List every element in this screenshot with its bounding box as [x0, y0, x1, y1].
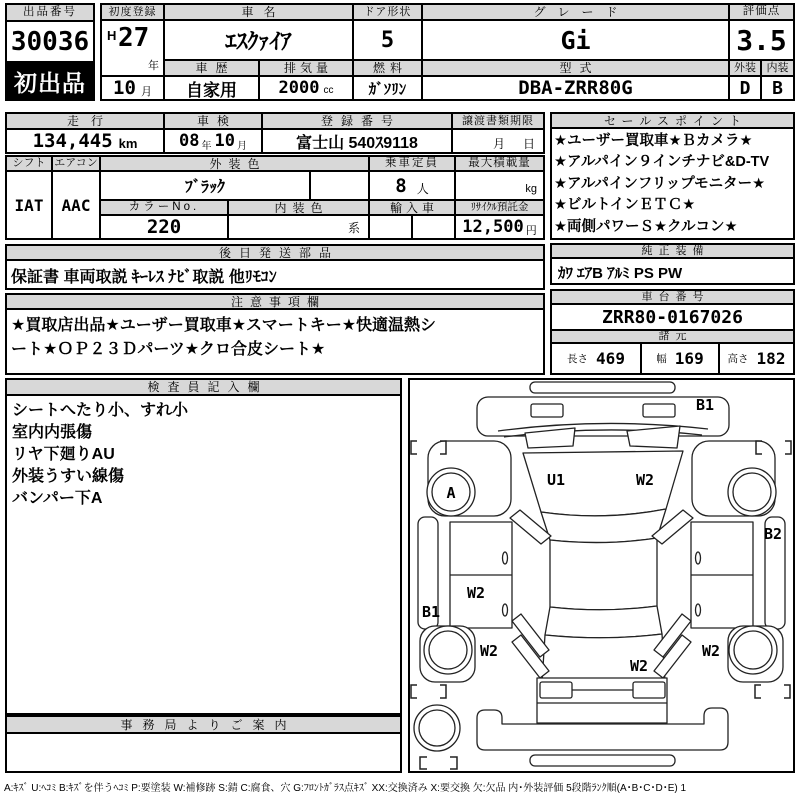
import-cell-b — [413, 216, 456, 238]
first-reg-header: 初度登録 — [102, 5, 165, 21]
bracket-mark — [411, 685, 417, 698]
inspector-box — [5, 378, 402, 715]
length-value: 469 — [596, 349, 625, 368]
damage-code-label: W2 — [635, 471, 655, 489]
payload-unit: kg — [525, 183, 537, 195]
displacement-cell — [260, 77, 354, 99]
grade-header: グレード — [423, 5, 730, 21]
bracket-mark — [785, 441, 791, 454]
displacement-unit: cc — [323, 85, 334, 96]
lot-box — [5, 3, 95, 101]
grade-value: Gi — [423, 21, 730, 61]
transfer-cell — [453, 130, 543, 152]
payload-cell — [456, 172, 543, 201]
shipped-parts-header: 後日発送部品 — [7, 246, 543, 261]
width-cell — [642, 344, 720, 373]
model-value: DBA-ZRR80G — [423, 77, 730, 99]
inspection-year: 08 — [179, 131, 200, 151]
import-cell-a — [370, 216, 413, 238]
interior-header: 内装 — [762, 61, 793, 77]
recycle-value: 12,500 — [462, 217, 524, 237]
fuel-header: 燃料 — [354, 61, 423, 77]
inspection-month-unit: 月 — [236, 140, 247, 152]
history-value: 自家用 — [165, 77, 260, 99]
color-table — [5, 155, 545, 240]
recycle-header: ﾘｻｲｸﾙ預託金 — [456, 201, 543, 216]
inspection-month: 10 — [214, 131, 235, 151]
damage-code-label: A — [446, 484, 456, 502]
damage-code-label: B2 — [763, 525, 783, 543]
inspection-year-unit: 年 — [201, 140, 212, 152]
color-no-header: カラーNo. — [101, 201, 229, 216]
notes-box — [5, 293, 545, 375]
right-front-door-handle — [696, 552, 701, 564]
genuine-equipment-header: 純正装備 — [552, 245, 793, 259]
lot-number: 30036 — [7, 22, 93, 63]
sales-points-box — [550, 112, 795, 240]
first-reg-value — [102, 21, 165, 77]
color-no-value: 220 — [101, 216, 229, 238]
score-value: 3.5 — [730, 21, 793, 61]
car-top-view-diagram — [410, 380, 793, 771]
tail-lamp-right-shape — [633, 682, 665, 698]
inspection-header: 車検 — [165, 114, 263, 130]
front-right-wheel-inner — [733, 473, 771, 511]
damage-code-label: W2 — [701, 642, 721, 660]
width-label: 幅 — [656, 353, 667, 365]
displacement-header: 排気量 — [260, 61, 354, 77]
tail-lamp-left-shape — [540, 682, 572, 698]
inspector-line: リヤ下廻りAU — [12, 446, 115, 463]
sales-point-line: ★アルパインフリップモニター★ — [554, 175, 766, 192]
front-lip-shape — [530, 382, 675, 393]
right-rear-door-handle — [696, 604, 701, 616]
car-name-header: 車名 — [165, 5, 354, 21]
specs-header: 諸元 — [552, 331, 793, 344]
displacement-value: 2000 — [278, 78, 320, 98]
damage-code-label: W2 — [466, 584, 486, 602]
chassis-header: 車台番号 — [552, 291, 793, 305]
inspector-header: 検査員記入欄 — [7, 380, 400, 396]
mileage-cell — [7, 130, 165, 152]
rear-right-wheel-inner — [734, 631, 772, 669]
reg-no-header: 登録番号 — [263, 114, 453, 130]
capacity-unit: 人 — [416, 181, 429, 196]
sales-point-line: ★アルパイン９インチナビ&D-TV — [554, 154, 770, 171]
mileage-value: 134,445 — [32, 130, 113, 152]
shipped-parts-box — [5, 244, 545, 290]
first-reg-month: 10 — [113, 77, 136, 99]
fuel-value: ｶﾞｿﾘﾝ — [354, 77, 423, 99]
score-header: 評価点 — [730, 5, 793, 21]
length-cell — [552, 344, 642, 373]
rear-lip-shape — [530, 755, 675, 766]
bracket-mark — [420, 757, 427, 769]
int-color-value: 系 — [229, 216, 370, 238]
shift-value: IAT — [7, 172, 53, 238]
transfer-day-label: 日 — [522, 137, 535, 151]
first-reg-month-cell — [102, 77, 165, 99]
first-reg-month-unit: 月 — [140, 86, 152, 98]
doors-value: 5 — [354, 21, 423, 61]
first-reg-year: 27 — [118, 23, 150, 53]
inspector-line: シートへたり小、すれ小 — [12, 402, 189, 419]
damage-code-label: B1 — [695, 396, 715, 414]
model-header: 型式 — [423, 61, 730, 77]
bracket-mark — [450, 757, 457, 769]
top-table — [100, 3, 795, 101]
reg-no-value: 富士山 540ｽ9118 — [263, 130, 453, 152]
damage-code-label: W2 — [629, 657, 649, 675]
payload-header: 最大積載量 — [456, 157, 543, 172]
left-front-door-handle — [503, 552, 508, 564]
mileage-header: 走行 — [7, 114, 165, 130]
ext-color-value: ﾌﾞﾗｯｸ — [101, 172, 311, 201]
capacity-header: 乗車定員 — [370, 157, 456, 172]
import-header: 輸入車 — [370, 201, 456, 216]
ext-color-extra-cell — [311, 172, 370, 201]
damage-diagram-box — [408, 378, 795, 773]
roof-rear-band — [545, 606, 662, 638]
inspector-line: バンパー下A — [12, 490, 103, 507]
notes-header: 注意事項欄 — [7, 295, 543, 310]
shipped-parts-text: 保証書 車両取説 ｷｰﾚｽ ﾅﾋﾞ取説 他ﾘﾓｺﾝ — [11, 269, 277, 286]
spare-tire-inner — [419, 710, 455, 746]
length-label: 長さ — [567, 353, 589, 365]
damage-code-label: W2 — [479, 642, 499, 660]
notes-line: ート★ＯＰ２３Ｄパーツ★クロ合皮シート★ — [11, 341, 326, 358]
notes-body — [11, 314, 541, 362]
genuine-equipment-text: ｶﾜ ｴｱB ｱﾙﾐ PS PW — [558, 265, 683, 282]
lot-label: 出品番号 — [7, 5, 93, 22]
height-cell — [720, 344, 793, 373]
inspector-line: 室内内張傷 — [12, 424, 93, 441]
left-rear-door-handle — [503, 604, 508, 616]
height-label: 高さ — [727, 353, 749, 365]
bracket-mark — [440, 685, 446, 698]
bracket-mark — [411, 441, 417, 454]
damage-code-label: B1 — [421, 603, 441, 621]
history-header: 車歴 — [165, 61, 260, 77]
ac-header: エアコン — [53, 157, 101, 172]
rear-left-wheel-inner — [429, 631, 467, 669]
front-lamp-right-shape — [643, 404, 675, 417]
sales-point-line: ★ユーザー買取車★Ｂカメラ★ — [554, 133, 753, 149]
legend-text: A:ｷｽﾞ U:ﾍｺﾐ B:ｷｽﾞを伴うﾍｺﾐ P:要塗装 W:補修跡 S:錆 C:腐食、穴 G:ﾌﾛﾝﾄｶﾞﾗｽ点ｷｽﾞ XX:交換済み X:要交換 欠:欠品 内･外装評価 5段階ﾗﾝｸ順(A･B･C･D･E) 1 — [4, 783, 687, 794]
notes-line: ★買取店出品★ユーザー買取車★スマートキー★快適温熱シ — [11, 317, 437, 334]
ext-color-header: 外装色 — [101, 157, 370, 172]
first-reg-era: H — [107, 28, 117, 43]
int-color-header: 内装色 — [229, 201, 370, 216]
interior-grade: B — [772, 77, 783, 99]
recycle-cell — [456, 216, 543, 238]
chassis-number: ZRR80-0167026 — [552, 305, 793, 331]
sales-point-line: ★両側パワーＳ★クルコン★ — [554, 218, 738, 235]
mileage-table — [5, 112, 545, 154]
sales-points-header: セールスポイント — [552, 114, 793, 129]
doors-header: ドア形状 — [354, 5, 423, 21]
transfer-header: 譲渡書類期限 — [453, 114, 543, 130]
recycle-unit: 円 — [525, 224, 537, 237]
inspector-line: 外装うすい線傷 — [12, 468, 125, 485]
first-reg-year-unit: 年 — [148, 60, 159, 72]
exterior-header: 外装 — [730, 61, 762, 77]
bracket-mark — [755, 685, 761, 698]
inspection-cell — [165, 130, 263, 152]
ac-value: AAC — [53, 172, 101, 238]
damage-code-label: U1 — [546, 471, 566, 489]
exterior-grade: D — [730, 77, 762, 99]
shift-header: シフト — [7, 157, 53, 172]
chassis-box — [550, 289, 795, 375]
sales-points-body — [554, 131, 791, 236]
width-value: 169 — [674, 349, 704, 368]
capacity-value: 8 — [395, 174, 407, 197]
sales-point-line: ★ビルトインＥＴＣ★ — [554, 197, 696, 214]
car-name-value: ｴｽｸｧｲｱ — [165, 21, 354, 61]
front-lamp-left-shape — [531, 404, 563, 417]
transfer-month-label: 月 — [492, 137, 505, 151]
first-listing-badge: 初出品 — [7, 63, 93, 99]
bracket-mark — [784, 685, 790, 698]
inspector-body — [12, 400, 397, 510]
office-header: 事務局よりご案内 — [7, 717, 400, 734]
mileage-unit: km — [118, 135, 138, 151]
height-value: 182 — [756, 349, 786, 368]
office-box — [5, 715, 402, 773]
genuine-equipment-box — [550, 243, 795, 285]
roof-shape — [550, 538, 657, 610]
capacity-cell — [370, 172, 456, 201]
